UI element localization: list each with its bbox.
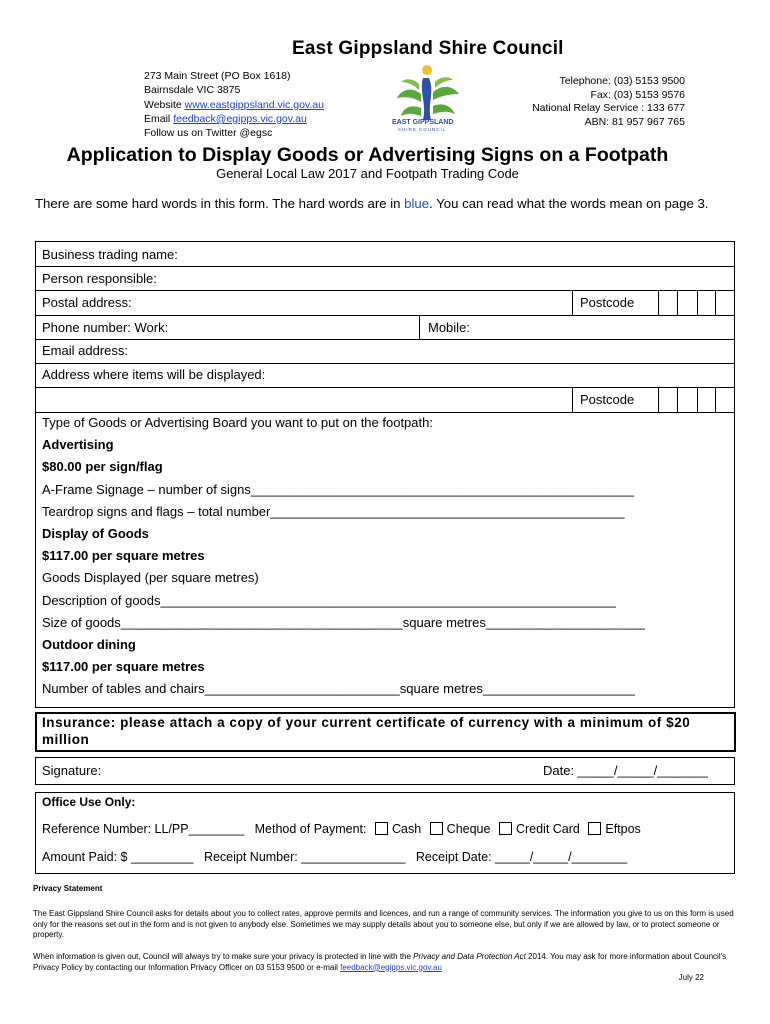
email-line bbox=[144, 112, 324, 126]
outdoor-dining-heading: Outdoor dining bbox=[42, 637, 136, 653]
office-payment-line bbox=[42, 822, 641, 836]
document-date: July 22 bbox=[678, 973, 704, 982]
payment-method-label: Method of Payment: bbox=[254, 822, 367, 836]
reference-number-field[interactable]: Reference Number: LL/PP________ bbox=[42, 822, 245, 836]
telephone: Telephone: (03) 5153 9500 bbox=[559, 75, 685, 87]
relay-service: National Relay Service : 133 677 bbox=[532, 102, 685, 114]
email-link[interactable]: feedback@egipps.vic.gov.au bbox=[173, 112, 307, 125]
row-phone[interactable] bbox=[36, 316, 734, 340]
intro-part-2: . You can read what the words mean on page 3. bbox=[429, 196, 709, 211]
postcode-label: Postcode bbox=[580, 295, 635, 310]
cash-checkbox[interactable] bbox=[375, 822, 388, 835]
postal-label: Postal address: bbox=[42, 295, 132, 310]
email-label: Email bbox=[144, 112, 174, 125]
receipt-number-field[interactable]: Receipt Number: _______________ bbox=[203, 850, 406, 864]
eftpos-checkbox[interactable] bbox=[588, 822, 601, 835]
row-postal[interactable] bbox=[36, 291, 734, 316]
privacy-paragraph-2 bbox=[33, 952, 737, 973]
fax: Fax: (03) 5153 9576 bbox=[590, 88, 685, 101]
advertising-heading: Advertising bbox=[42, 437, 114, 453]
insurance-text: Insurance: please attach a copy of your current certificate of currency with a minimum of $20 million bbox=[42, 715, 691, 747]
receipt-date-field[interactable]: Receipt Date: _____/_____/________ bbox=[415, 850, 628, 864]
cash-label: Cash bbox=[392, 822, 422, 836]
display-address-label: Address where items will be displayed: bbox=[42, 367, 266, 382]
privacy-email-link[interactable]: feedback@egipps.vic.gov.au bbox=[340, 962, 442, 972]
row-display-address[interactable] bbox=[36, 364, 734, 388]
credit-card-label: Credit Card bbox=[515, 822, 580, 836]
credit-card-checkbox[interactable] bbox=[499, 822, 512, 835]
privacy-text-b: 2014. You may ask for more information about Council's Privacy Policy by contacting our Information Privacy Officer on 03 5153 9500 or e-mail bbox=[33, 952, 727, 972]
goods-price: $117.00 per square metres bbox=[42, 548, 205, 564]
logo-text: EAST GIPPSLAND bbox=[392, 119, 454, 126]
twitter-line: Follow us on Twitter @egsc bbox=[144, 127, 273, 140]
address-block bbox=[144, 69, 324, 140]
address-line-2: Bairnsdale VIC 3875 bbox=[144, 84, 241, 97]
office-use-heading: Office Use Only: bbox=[42, 795, 136, 809]
row-email[interactable] bbox=[36, 340, 734, 364]
website-label: Website bbox=[144, 98, 185, 111]
cheque-checkbox[interactable] bbox=[430, 822, 443, 835]
teardrop-field[interactable]: Teardrop signs and flags – total number_________________________________________________ bbox=[42, 503, 625, 519]
aframe-field[interactable]: A-Frame Signage – number of signs_____________________________________________________ bbox=[42, 481, 635, 497]
email-address-label: Email address: bbox=[42, 343, 128, 358]
business-name-label: Business trading name: bbox=[42, 247, 178, 262]
goods-displayed-label: Goods Displayed (per square metres) bbox=[42, 570, 259, 586]
website-link[interactable]: www.eastgippsland.vic.gov.au bbox=[184, 98, 324, 111]
form-subtitle: General Local Law 2017 and Footpath Trading Code bbox=[216, 166, 519, 181]
insurance-box bbox=[35, 712, 736, 752]
intro-part-1: There are some hard words in this form. The hard words are in bbox=[35, 196, 405, 211]
privacy-heading: Privacy Statement bbox=[33, 884, 103, 893]
signature-label: Signature: bbox=[42, 763, 102, 778]
person-label: Person responsible: bbox=[42, 271, 157, 286]
council-name: East Gippsland Shire Council bbox=[292, 38, 564, 59]
date-field[interactable]: Date: _____/_____/_______ bbox=[543, 763, 708, 778]
type-prompt: Type of Goods or Advertising Board you want to put on the footpath: bbox=[42, 415, 433, 430]
signature-box[interactable] bbox=[35, 757, 735, 785]
abn: ABN: 81 957 967 765 bbox=[584, 115, 685, 128]
display-goods-heading: Display of Goods bbox=[42, 526, 149, 542]
amount-paid-field[interactable]: Amount Paid: $ _________ bbox=[42, 850, 194, 864]
office-receipt-line bbox=[42, 850, 627, 864]
address-line-1: 273 Main Street (PO Box 1618) bbox=[144, 70, 291, 82]
office-use-box bbox=[35, 792, 735, 874]
dining-price: $117.00 per square metres bbox=[42, 659, 205, 675]
goods-type-section bbox=[42, 412, 645, 701]
form-title: Application to Display Goods or Advertising Signs on a Footpath bbox=[66, 144, 669, 166]
eftpos-label: Eftpos bbox=[605, 822, 641, 836]
privacy-paragraph-1: The East Gippsland Shire Council asks for details about you to collect rates, approve permits and licences, and run a range of community services. The information you give to us on this form is used only for the reasons set out in the form and is not given to anybody else. Sometimes we may supply details about you to someone else, but only if we are allowed by law, or to protect someone or property. bbox=[33, 909, 734, 939]
description-field[interactable]: Description of goods_______________________________________________________________ bbox=[42, 592, 616, 608]
website-line bbox=[144, 98, 324, 112]
logo-subtext: SHIRE COUNCIL bbox=[398, 127, 447, 132]
row-display-postcode[interactable] bbox=[36, 388, 734, 413]
size-field[interactable]: Size of goods_______________________________________square metres______________________ bbox=[42, 614, 645, 630]
tables-field[interactable]: Number of tables and chairs___________________________square metres_____________________ bbox=[42, 681, 635, 697]
advertising-price: $80.00 per sign/flag bbox=[42, 459, 163, 475]
cheque-label: Cheque bbox=[446, 822, 491, 836]
application-form bbox=[35, 241, 735, 708]
row-business-name[interactable] bbox=[36, 242, 734, 267]
mobile-label: Mobile: bbox=[428, 320, 470, 335]
postcode-label-2: Postcode bbox=[580, 392, 635, 407]
phone-work-label: Phone number: Work: bbox=[42, 320, 169, 335]
privacy-act-name: Privacy and Data Protection Act bbox=[413, 952, 526, 961]
row-person[interactable] bbox=[36, 267, 734, 291]
intro-text bbox=[35, 196, 715, 213]
contact-block bbox=[532, 75, 685, 129]
privacy-text-a: When information is given out, Council will always try to make sure your privacy is protected in line with the bbox=[33, 952, 414, 961]
intro-blue-word: blue bbox=[404, 196, 430, 211]
